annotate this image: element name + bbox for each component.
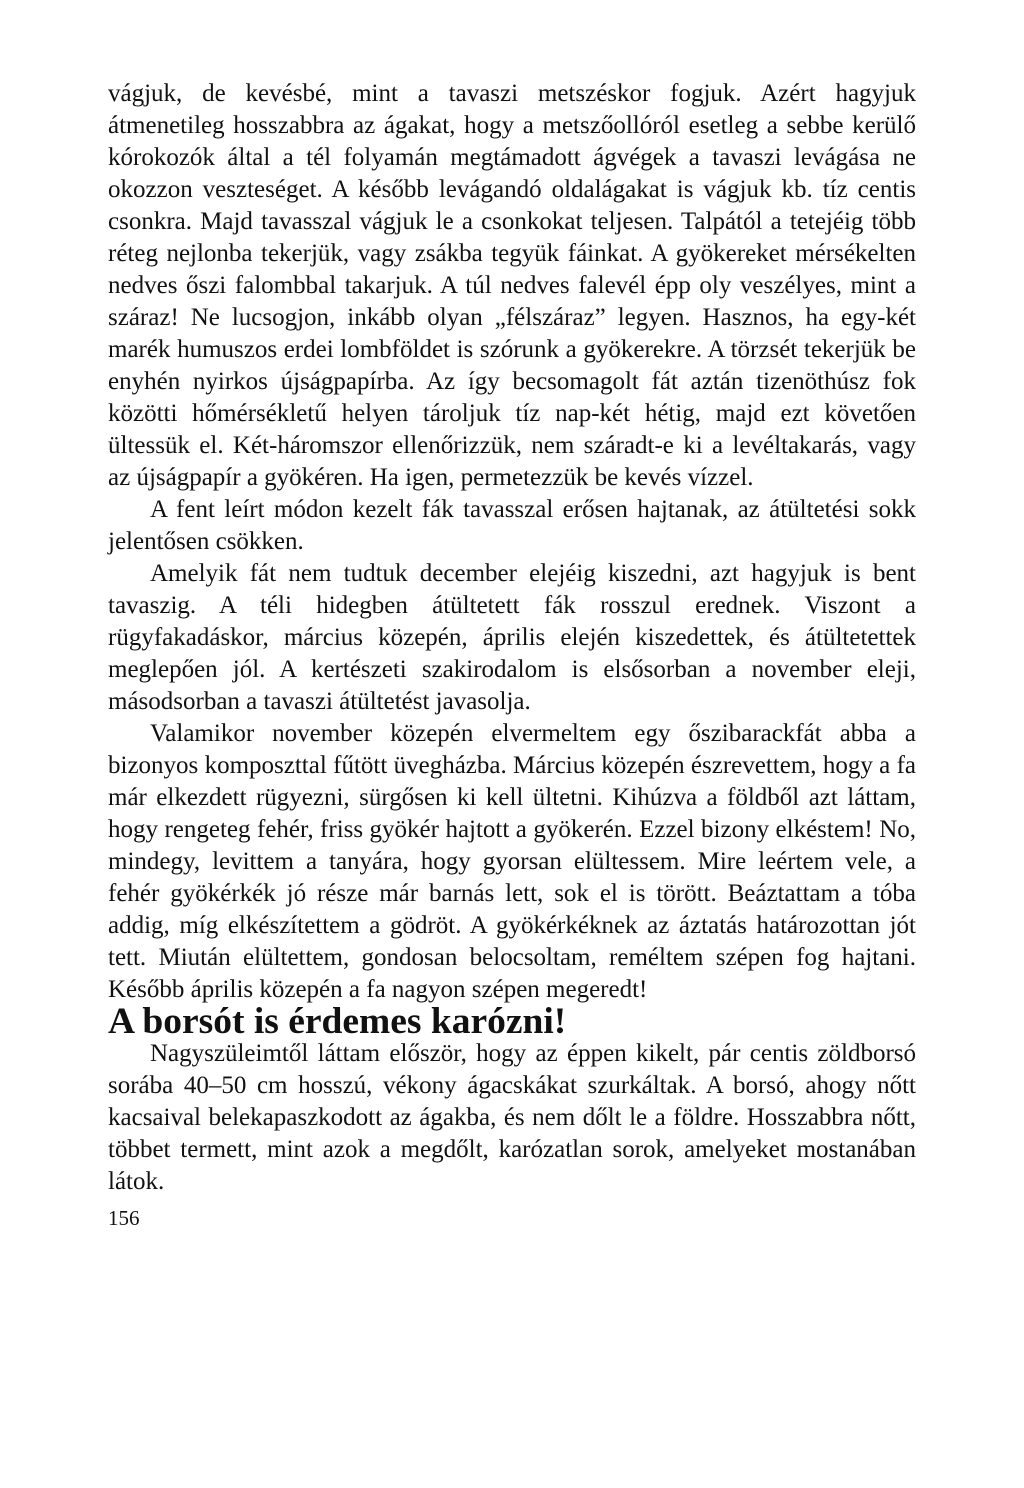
paragraph-continuation: vágjuk, de kevésbé, mint a tavaszi metszéskor fogjuk. Azért hagyjuk átmenetileg hosszabbra az ágakat, hogy a metszőollóról esetleg a sebbe kerülő kórokozók által a tél folyamán megtámadott ágvégek a tavaszi levágása ne okozzon veszteséget. A később levágandó oldalágakat is vágjuk kb. tíz centis csonkra. Majd tavasszal vágjuk le a csonkokat teljesen. Talpától a tetejéig több réteg nejlonba tekerjük, vagy zsákba tegyük fáinkat. A gyökereket mérsékelten nedves őszi falombbal takarjuk. A túl nedves falevél épp oly veszélyes, mint a száraz! Ne lucsogjon, inkább olyan „félszáraz” legyen. Hasznos, ha egy-két marék humuszos erdei lombföldet is szórunk a gyökerekre. A törzsét tekerjük be enyhén nyirkos újságpapírba. Az így becsomagolt fát aztán tizenöthúsz fok közötti hőmérsékletű helyen tároljuk tíz nap-két hétig, majd ezt követően ültessük el. Két-háromszor ellenőrizzük, nem száradt-e ki a levéltakarás, vagy az újságpapír a gyökéren. Ha igen, permetezzük be kevés vízzel. bbox=[108, 80, 916, 491]
page-number: 156 bbox=[108, 1206, 140, 1230]
paragraph: Valamikor november közepén elvermeltem egy őszibarackfát abba a bizonyos komposzttal fűtött üvegházba. Március közepén észrevettem, hogy a fa már elkezdett rügyezni, sürgősen ki kell ültetni. Kihúzva a földből azt láttam, hogy rengeteg fehér, friss gyökér hajtott a gyökerén. Ezzel bizony elkéstem! No, mindegy, levittem a tanyára, hogy gyorsan elültessem. Mire leértem vele, a fehér gyökérkék jó része már barnás lett, sok el is törött. Beáztattam a tóba addig, míg elkészítettem a gödröt. A gyökérkéknek az áztatás határozottan jót tett. Miután elültettem, gondosan belocsoltam, reméltem szépen fog hajtani. Később április közepén a fa nagyon szépen megeredt! bbox=[108, 720, 916, 1003]
section-heading: A borsót is érdemes karózni! bbox=[108, 1001, 567, 1042]
paragraph: Amelyik fát nem tudtuk december elejéig kiszedni, azt hagyjuk is bent tavaszig. A téli hidegben átültetett fák rosszul erednek. Viszont a rügyfakadáskor, március közepén, április elején kiszedettek, és átültetettek meglepően jól. A kertészeti szakirodalom is elsősorban a november eleji, másodsorban a tavaszi átültetést javasolja. bbox=[108, 560, 916, 715]
paragraph: A fent leírt módon kezelt fák tavasszal erősen hajtanak, az átültetési sokk jelentősen csökken. bbox=[108, 496, 916, 555]
paragraph: Nagyszüleimtől láttam először, hogy az éppen kikelt, pár centis zöldborsó sorába 40–50 cm hosszú, vékony ágacskákat szurkáltak. A borsó, ahogy nőtt kacsaival belekapaszkodott az ágakba, és nem dőlt le a földre. Hosszabbra nőtt, többet termett, mint azok a megdőlt, karózatlan sorok, amelyeket mostanában látok. bbox=[108, 1040, 916, 1195]
book-page bbox=[108, 78, 916, 1232]
